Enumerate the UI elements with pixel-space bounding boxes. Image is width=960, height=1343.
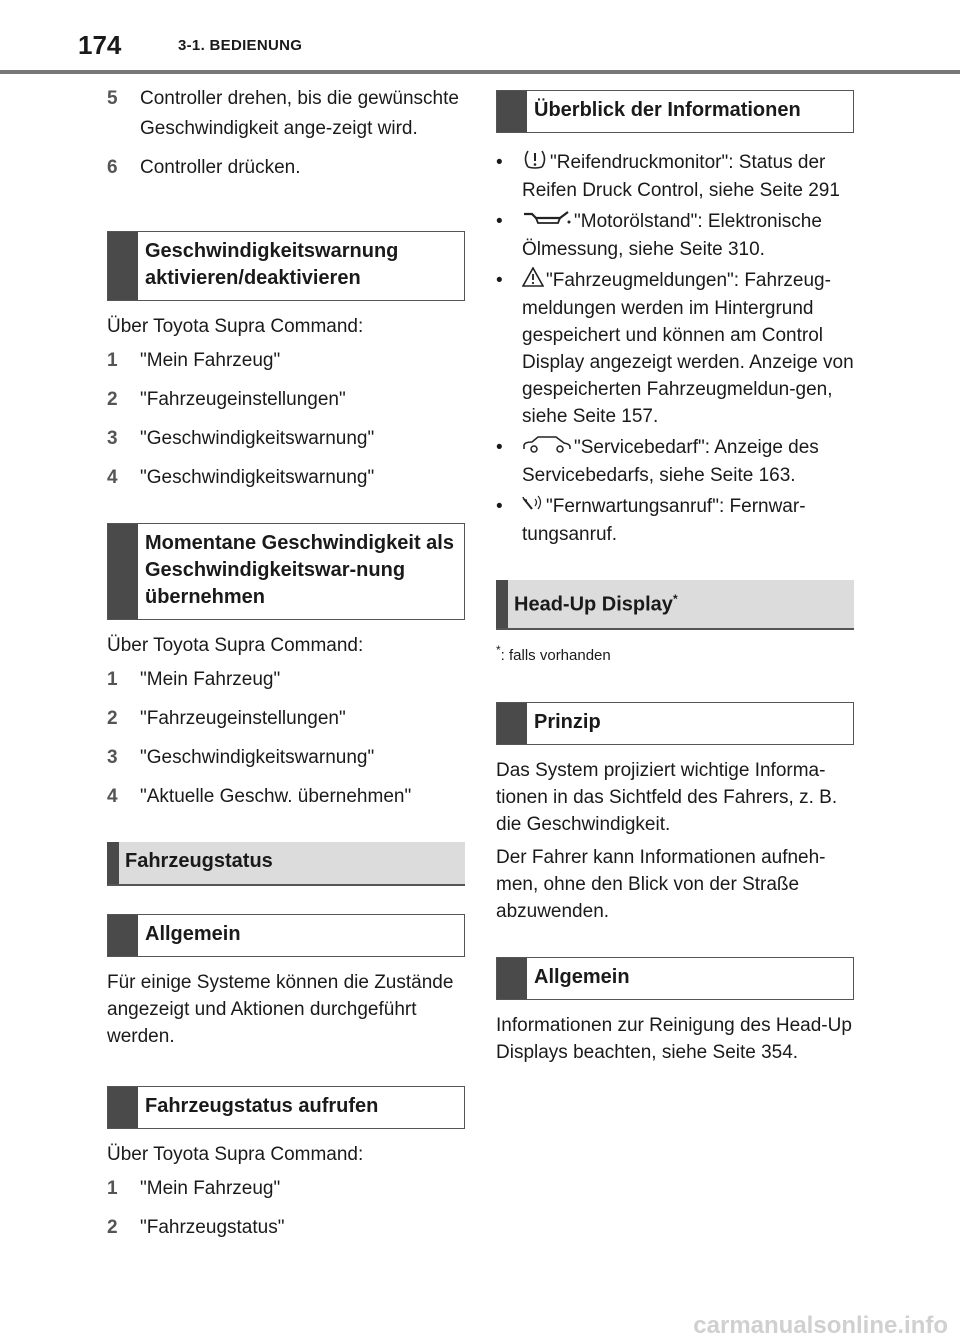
section-title: Fahrzeugstatus	[125, 850, 273, 872]
paragraph: Informationen zur Reinigung des Head-Up Displays beachten, siehe Seite 354.	[496, 1014, 852, 1063]
warning-triangle-icon	[522, 267, 544, 295]
heading-bar	[108, 915, 138, 956]
intro-text: Über Toyota Supra Command:	[107, 316, 364, 337]
step-item	[107, 385, 465, 415]
car-service-icon	[522, 434, 572, 462]
heading-bar	[497, 91, 527, 132]
heading-bar	[107, 842, 119, 884]
paragraph: Der Fahrer kann Informationen aufneh-men, ohne den Blick von der Straße abzuwenden.	[496, 846, 826, 922]
list-item-text: "Fernwartungsanruf": Fernwar-tungsanruf.	[522, 496, 806, 545]
step-text: "Fahrzeugeinstellungen"	[140, 389, 346, 410]
step-number: 1	[107, 1178, 118, 1199]
step-number: 5	[107, 88, 118, 109]
step-item	[107, 346, 465, 376]
step-text: "Mein Fahrzeug"	[140, 350, 281, 371]
section-title: Head-Up Display	[514, 593, 673, 616]
step-number: 3	[107, 428, 118, 449]
step-text: "Fahrzeugeinstellungen"	[140, 708, 346, 729]
intro-text: Über Toyota Supra Command:	[107, 635, 364, 656]
list-item-text: "Servicebedarf": Anzeige des Servicebedarfs, siehe Seite 163.	[522, 437, 819, 486]
section-title: Geschwindigkeitswarnung aktivieren/deaktivieren	[145, 240, 399, 289]
footnote-marker: *	[496, 642, 501, 657]
step-text: "Geschwindigkeitswarnung"	[140, 747, 375, 768]
list-item-text: "Fahrzeugmeldungen": Fahrzeug-meldungen werden im Hintergrund gespeichert und können am Control Display angezeigt werden. Anzeige von gespeicherten Fahrzeugmeldun-gen, siehe Seite 157.	[522, 270, 854, 427]
step-item	[107, 424, 465, 454]
chapter-title: 3-1. BEDIENUNG	[178, 37, 303, 54]
right-column	[496, 90, 854, 1072]
list-item-text: "Reifendruckmonitor": Status der Reifen Druck Control, siehe Seite 291	[522, 152, 840, 201]
section-heading	[107, 1086, 465, 1129]
step-text: Controller drücken.	[140, 157, 301, 178]
oil-level-icon	[522, 208, 572, 236]
step-item	[107, 665, 465, 695]
step-item	[107, 153, 465, 183]
heading-bar	[497, 958, 527, 999]
section-heading	[107, 523, 465, 620]
section-title: Überblick der Informationen	[534, 99, 801, 121]
chapter-heading	[107, 842, 465, 886]
chapter-heading	[496, 580, 854, 630]
intro-text: Über Toyota Supra Command:	[107, 1144, 364, 1165]
step-number: 1	[107, 669, 118, 690]
section-heading	[107, 914, 465, 957]
bullet-dot: •	[496, 496, 503, 517]
bullet-dot: •	[496, 211, 503, 232]
watermark: carmanualsonline.info	[693, 1312, 948, 1339]
section-title: Fahrzeugstatus aufrufen	[145, 1095, 379, 1117]
paragraph: Für einige Systeme können die Zustände angezeigt und Aktionen durchgeführt werden.	[107, 972, 454, 1047]
footnote-marker: *	[672, 592, 678, 606]
page-number: 174	[78, 30, 122, 60]
step-number: 2	[107, 708, 118, 729]
step-item	[107, 782, 465, 812]
heading-bar	[497, 703, 527, 744]
step-number: 4	[107, 467, 118, 488]
step-text: "Geschwindigkeitswarnung"	[140, 428, 375, 449]
list-item	[496, 208, 854, 263]
section-heading	[496, 702, 854, 745]
heading-bar	[108, 232, 138, 300]
step-item	[107, 704, 465, 734]
step-number: 2	[107, 1217, 118, 1238]
step-item	[107, 463, 465, 493]
step-number: 4	[107, 786, 118, 807]
step-item	[107, 743, 465, 773]
step-text: "Aktuelle Geschw. übernehmen"	[140, 786, 412, 807]
section-heading	[496, 90, 854, 133]
list-item	[496, 434, 854, 489]
footnote-text: : falls vorhanden	[500, 646, 611, 664]
step-text: Controller drehen, bis die gewünschte Geschwindigkeit ange-zeigt wird.	[140, 88, 459, 139]
list-item	[496, 267, 854, 430]
header-rule	[0, 70, 960, 74]
step-number: 3	[107, 747, 118, 768]
bullet-dot: •	[496, 152, 503, 173]
step-text: "Mein Fahrzeug"	[140, 669, 281, 690]
section-title: Allgemein	[145, 923, 241, 945]
step-text: "Geschwindigkeitswarnung"	[140, 467, 375, 488]
paragraph: Das System projiziert wichtige Informa-tionen in das Sichtfeld des Fahrers, z. B. die Geschwindigkeit.	[496, 759, 838, 835]
page-header	[0, 0, 960, 74]
list-item	[496, 149, 854, 204]
section-title: Momentane Geschwindigkeit als Geschwindigkeitswar-nung übernehmen	[145, 532, 454, 608]
heading-bar	[496, 580, 508, 628]
step-text: "Fahrzeugstatus"	[140, 1217, 285, 1238]
section-title: Prinzip	[534, 710, 601, 733]
step-text: "Mein Fahrzeug"	[140, 1178, 281, 1199]
footnote	[496, 640, 854, 666]
bullet-dot: •	[496, 437, 503, 458]
step-number: 6	[107, 157, 118, 178]
section-heading	[107, 231, 465, 301]
heading-bar	[108, 1087, 138, 1128]
heading-bar	[108, 524, 138, 619]
wrench-call-icon	[522, 493, 544, 521]
step-number: 2	[107, 389, 118, 410]
section-title: Allgemein	[534, 965, 630, 988]
tire-pressure-icon	[522, 149, 548, 177]
left-column	[107, 84, 465, 1252]
list-item-text: "Motorölstand": Elektronische Ölmessung, siehe Seite 310.	[522, 211, 822, 260]
step-item	[107, 84, 465, 144]
list-item	[496, 493, 854, 548]
section-heading	[496, 957, 854, 1000]
step-number: 1	[107, 350, 118, 371]
bullet-dot: •	[496, 270, 503, 291]
step-item	[107, 1213, 465, 1243]
step-item	[107, 1174, 465, 1204]
